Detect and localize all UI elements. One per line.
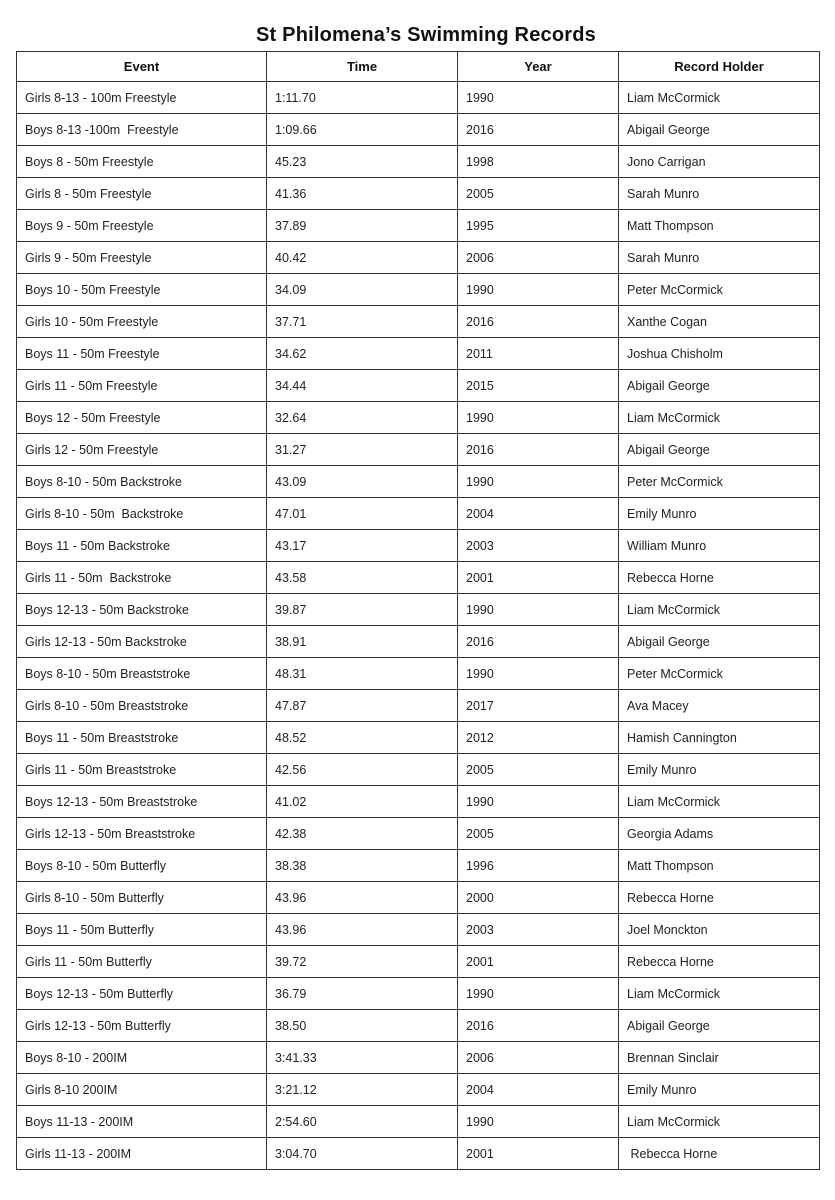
cell-year: 1990 (458, 978, 619, 1010)
cell-event: Boys 11 - 50m Freestyle (17, 338, 267, 370)
cell-time: 41.36 (267, 178, 458, 210)
cell-time: 47.01 (267, 498, 458, 530)
cell-record-holder: Joel Monckton (619, 914, 820, 946)
table-header-row (17, 52, 820, 82)
cell-record-holder: Rebecca Horne (619, 946, 820, 978)
cell-year: 2001 (458, 946, 619, 978)
cell-year: 2000 (458, 882, 619, 914)
table-row (17, 882, 820, 914)
cell-time: 34.09 (267, 274, 458, 306)
cell-time: 43.96 (267, 914, 458, 946)
cell-event: Boys 11-13 - 200IM (17, 1106, 267, 1138)
column-header-record-holder: Record Holder (619, 52, 820, 82)
table-row (17, 1042, 820, 1074)
cell-record-holder: Brennan Sinclair (619, 1042, 820, 1074)
cell-event: Girls 8-10 - 50m Breaststroke (17, 690, 267, 722)
cell-event: Boys 9 - 50m Freestyle (17, 210, 267, 242)
table-row (17, 914, 820, 946)
cell-time: 39.87 (267, 594, 458, 626)
cell-record-holder: Liam McCormick (619, 82, 820, 114)
cell-time: 38.50 (267, 1010, 458, 1042)
cell-record-holder: Matt Thompson (619, 210, 820, 242)
cell-record-holder: Liam McCormick (619, 402, 820, 434)
cell-event: Girls 8-10 200IM (17, 1074, 267, 1106)
cell-year: 2015 (458, 370, 619, 402)
cell-record-holder: Liam McCormick (619, 978, 820, 1010)
table-row (17, 498, 820, 530)
cell-time: 45.23 (267, 146, 458, 178)
cell-time: 34.44 (267, 370, 458, 402)
cell-record-holder: Jono Carrigan (619, 146, 820, 178)
cell-year: 2016 (458, 1010, 619, 1042)
table-row (17, 402, 820, 434)
cell-event: Boys 8-10 - 50m Butterfly (17, 850, 267, 882)
cell-year: 1995 (458, 210, 619, 242)
cell-record-holder: Sarah Munro (619, 178, 820, 210)
column-header-event: Event (17, 52, 267, 82)
cell-year: 2001 (458, 562, 619, 594)
cell-event: Girls 8-10 - 50m Butterfly (17, 882, 267, 914)
cell-record-holder: Abigail George (619, 434, 820, 466)
cell-year: 2011 (458, 338, 619, 370)
cell-year: 2006 (458, 242, 619, 274)
cell-year: 2016 (458, 434, 619, 466)
table-row (17, 1138, 820, 1170)
cell-year: 1990 (458, 658, 619, 690)
cell-time: 40.42 (267, 242, 458, 274)
table-row (17, 434, 820, 466)
cell-event: Girls 12 - 50m Freestyle (17, 434, 267, 466)
cell-event: Girls 11 - 50m Freestyle (17, 370, 267, 402)
cell-time: 43.96 (267, 882, 458, 914)
table-row (17, 626, 820, 658)
cell-record-holder: Peter McCormick (619, 466, 820, 498)
table-row (17, 722, 820, 754)
cell-record-holder: Rebecca Horne (619, 1138, 820, 1170)
cell-record-holder: Joshua Chisholm (619, 338, 820, 370)
cell-year: 2003 (458, 530, 619, 562)
cell-time: 1:09.66 (267, 114, 458, 146)
cell-time: 38.91 (267, 626, 458, 658)
cell-year: 1990 (458, 82, 619, 114)
cell-record-holder: Hamish Cannington (619, 722, 820, 754)
cell-event: Boys 8-10 - 200IM (17, 1042, 267, 1074)
cell-time: 42.38 (267, 818, 458, 850)
cell-time: 34.62 (267, 338, 458, 370)
cell-year: 1990 (458, 402, 619, 434)
cell-year: 2004 (458, 498, 619, 530)
table-row (17, 210, 820, 242)
cell-year: 1990 (458, 466, 619, 498)
cell-event: Girls 12-13 - 50m Butterfly (17, 1010, 267, 1042)
table-row (17, 978, 820, 1010)
table-row (17, 1106, 820, 1138)
cell-year: 2005 (458, 818, 619, 850)
cell-year: 2016 (458, 306, 619, 338)
cell-event: Girls 12-13 - 50m Backstroke (17, 626, 267, 658)
cell-record-holder: Emily Munro (619, 754, 820, 786)
cell-event: Boys 12-13 - 50m Breaststroke (17, 786, 267, 818)
table-row (17, 946, 820, 978)
table-row (17, 114, 820, 146)
cell-event: Boys 8-13 -100m Freestyle (17, 114, 267, 146)
cell-record-holder: Sarah Munro (619, 242, 820, 274)
table-row (17, 242, 820, 274)
cell-record-holder: Ava Macey (619, 690, 820, 722)
cell-year: 1998 (458, 146, 619, 178)
cell-year: 1990 (458, 1106, 619, 1138)
cell-time: 38.38 (267, 850, 458, 882)
cell-time: 37.89 (267, 210, 458, 242)
cell-record-holder: Liam McCormick (619, 1106, 820, 1138)
cell-event: Girls 11 - 50m Butterfly (17, 946, 267, 978)
table-row (17, 82, 820, 114)
cell-year: 1990 (458, 786, 619, 818)
page-title: St Philomena’s Swimming Records (256, 24, 596, 46)
cell-record-holder: Xanthe Cogan (619, 306, 820, 338)
cell-event: Girls 8-10 - 50m Backstroke (17, 498, 267, 530)
cell-time: 2:54.60 (267, 1106, 458, 1138)
table-row (17, 850, 820, 882)
cell-year: 2005 (458, 754, 619, 786)
cell-record-holder: Emily Munro (619, 498, 820, 530)
cell-time: 42.56 (267, 754, 458, 786)
cell-record-holder: Abigail George (619, 114, 820, 146)
cell-year: 2006 (458, 1042, 619, 1074)
cell-time: 3:41.33 (267, 1042, 458, 1074)
cell-time: 37.71 (267, 306, 458, 338)
table-row (17, 146, 820, 178)
table-row (17, 594, 820, 626)
table-row (17, 466, 820, 498)
cell-year: 1996 (458, 850, 619, 882)
table-row (17, 562, 820, 594)
cell-record-holder: Matt Thompson (619, 850, 820, 882)
cell-event: Girls 9 - 50m Freestyle (17, 242, 267, 274)
table-row (17, 530, 820, 562)
cell-event: Girls 10 - 50m Freestyle (17, 306, 267, 338)
cell-year: 1990 (458, 274, 619, 306)
cell-event: Boys 8 - 50m Freestyle (17, 146, 267, 178)
table-row (17, 658, 820, 690)
cell-event: Girls 11-13 - 200IM (17, 1138, 267, 1170)
cell-record-holder: Rebecca Horne (619, 562, 820, 594)
cell-event: Boys 12-13 - 50m Butterfly (17, 978, 267, 1010)
table-row (17, 690, 820, 722)
cell-year: 2016 (458, 626, 619, 658)
cell-event: Boys 11 - 50m Backstroke (17, 530, 267, 562)
cell-event: Boys 8-10 - 50m Backstroke (17, 466, 267, 498)
cell-record-holder: Georgia Adams (619, 818, 820, 850)
cell-record-holder: Liam McCormick (619, 786, 820, 818)
cell-year: 2004 (458, 1074, 619, 1106)
cell-time: 1:11.70 (267, 82, 458, 114)
cell-event: Girls 8-13 - 100m Freestyle (17, 82, 267, 114)
table-row (17, 370, 820, 402)
cell-record-holder: Abigail George (619, 370, 820, 402)
table-row (17, 818, 820, 850)
column-header-year: Year (458, 52, 619, 82)
cell-time: 3:21.12 (267, 1074, 458, 1106)
cell-year: 2017 (458, 690, 619, 722)
cell-time: 32.64 (267, 402, 458, 434)
table-row (17, 178, 820, 210)
table-row (17, 786, 820, 818)
cell-event: Boys 12-13 - 50m Backstroke (17, 594, 267, 626)
cell-time: 36.79 (267, 978, 458, 1010)
cell-event: Boys 10 - 50m Freestyle (17, 274, 267, 306)
cell-time: 48.31 (267, 658, 458, 690)
cell-record-holder: Liam McCormick (619, 594, 820, 626)
cell-time: 43.09 (267, 466, 458, 498)
cell-time: 39.72 (267, 946, 458, 978)
column-header-time: Time (267, 52, 458, 82)
cell-time: 43.17 (267, 530, 458, 562)
table-row (17, 338, 820, 370)
table-body (17, 82, 820, 1170)
cell-record-holder: Abigail George (619, 626, 820, 658)
table-row (17, 306, 820, 338)
cell-year: 2003 (458, 914, 619, 946)
cell-event: Boys 8-10 - 50m Breaststroke (17, 658, 267, 690)
cell-record-holder: William Munro (619, 530, 820, 562)
cell-time: 47.87 (267, 690, 458, 722)
cell-event: Girls 11 - 50m Backstroke (17, 562, 267, 594)
cell-record-holder: Peter McCormick (619, 658, 820, 690)
records-table (16, 51, 820, 1170)
cell-time: 43.58 (267, 562, 458, 594)
cell-event: Girls 8 - 50m Freestyle (17, 178, 267, 210)
cell-record-holder: Peter McCormick (619, 274, 820, 306)
cell-year: 2016 (458, 114, 619, 146)
table-row (17, 1074, 820, 1106)
cell-time: 31.27 (267, 434, 458, 466)
cell-event: Girls 12-13 - 50m Breaststroke (17, 818, 267, 850)
cell-year: 2001 (458, 1138, 619, 1170)
table-row (17, 1010, 820, 1042)
table-row (17, 274, 820, 306)
cell-record-holder: Abigail George (619, 1010, 820, 1042)
cell-year: 2012 (458, 722, 619, 754)
cell-event: Girls 11 - 50m Breaststroke (17, 754, 267, 786)
cell-event: Boys 11 - 50m Butterfly (17, 914, 267, 946)
cell-record-holder: Emily Munro (619, 1074, 820, 1106)
cell-record-holder: Rebecca Horne (619, 882, 820, 914)
cell-year: 1990 (458, 594, 619, 626)
cell-event: Boys 12 - 50m Freestyle (17, 402, 267, 434)
cell-event: Boys 11 - 50m Breaststroke (17, 722, 267, 754)
table-row (17, 754, 820, 786)
cell-time: 41.02 (267, 786, 458, 818)
cell-time: 48.52 (267, 722, 458, 754)
cell-time: 3:04.70 (267, 1138, 458, 1170)
cell-year: 2005 (458, 178, 619, 210)
